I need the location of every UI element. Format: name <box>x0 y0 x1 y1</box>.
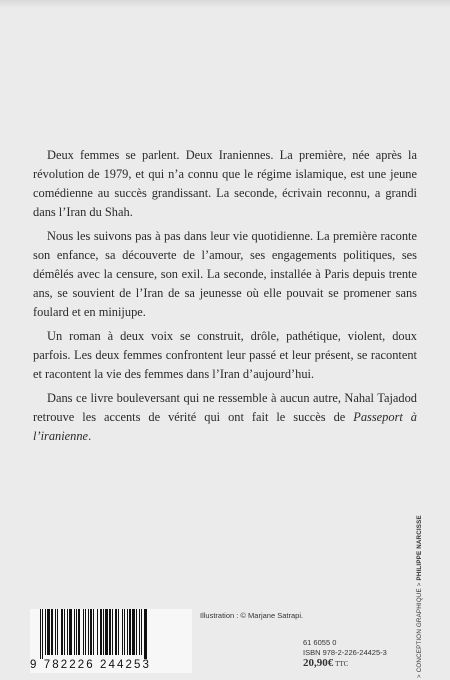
blurb-paragraph-1: Deux femmes se parlent. Deux Iraniennes. La première, née après la révolution de 1979, et qui n’a connu que le régime islamique, est une jeune comédienne au succès grandissant. La seconde, écrivain reconnu, a grandi dans l’Iran du Shah. <box>33 148 417 220</box>
barcode-bar <box>42 609 43 659</box>
barcode-bar <box>55 609 56 655</box>
barcode-bar <box>74 609 75 655</box>
barcode-bar <box>85 609 86 655</box>
barcode-bar <box>78 609 80 655</box>
barcode-bar <box>51 609 53 655</box>
barcode-bar <box>83 609 84 655</box>
barcode-bar <box>124 609 125 655</box>
design-credit <box>416 488 428 678</box>
blurb-paragraph-4-text: Dans ce livre bouleversant qui ne ressemble à aucun autre, Nahal Tajadod retrouve les accents de vérité qui ont fait le succès de <box>33 390 417 424</box>
barcode-bar <box>97 609 98 655</box>
barcode-bar <box>69 609 72 655</box>
barcode-bar <box>40 609 41 659</box>
barcode-bar <box>61 609 63 655</box>
barcode-bar <box>144 609 147 659</box>
book-title-reference: Passeport à l’iranienne <box>33 409 417 443</box>
blurb-paragraph-2: Nous les suivons pas à pas dans leur vie quotidienne. La première raconte son enfance, sa découverte de l’amour, ses engagements politiques, ses démêlés avec la censure, son exil. La seconde, installée à Paris depuis trente ans, se souvient de l’Iran de sa jeunesse où elle pouvait se promener sans foulard et en minijupe. <box>33 228 417 320</box>
barcode-bar <box>76 609 77 655</box>
blurb-paragraph-3: Un roman à deux voix se construit, drôle, pathétique, violent, doux parfois. Les deux femmes confrontent leur passé et leur présent, se racontent et racontent la vie des femmes dans l’Iran d’aujourd’hui. <box>33 328 417 382</box>
price-line <box>303 659 413 670</box>
barcode-bar <box>136 609 137 655</box>
barcode-bar <box>127 609 128 655</box>
price: 20,90€ <box>303 657 334 669</box>
barcode-bar <box>141 609 142 655</box>
barcode-bar <box>139 609 140 655</box>
designer-name: PHILIPPE NARCISSE <box>416 515 423 581</box>
barcode-bar <box>45 609 46 655</box>
barcode-bar <box>115 609 117 655</box>
barcode-bar <box>112 609 113 655</box>
isbn-number: ISBN 978-2-226-24425-3 <box>303 647 387 657</box>
barcode-bar <box>109 609 111 655</box>
barcode-bar <box>129 609 131 655</box>
barcode-bar <box>93 609 94 655</box>
barcode-bar <box>47 609 50 655</box>
design-credit-prefix: > CONCEPTION GRAPHIQUE > <box>416 580 423 678</box>
barcode-bar <box>90 609 92 655</box>
isbn-barcode <box>30 609 192 673</box>
barcode-bar <box>103 609 104 655</box>
back-cover-blurb <box>33 146 417 450</box>
barcode-bar <box>105 609 108 655</box>
barcode-bar <box>67 609 68 655</box>
barcode-bar <box>122 609 123 655</box>
illustration-credit: Illustration : © Marjane Satrapi. <box>200 611 304 620</box>
barcode-bar <box>57 609 58 655</box>
tax-label: TTC <box>335 660 349 668</box>
barcode-bar <box>64 609 65 655</box>
barcode-bar <box>88 609 89 655</box>
blurb-paragraph-4 <box>33 389 417 446</box>
barcode-bar <box>132 609 135 655</box>
barcode-bar <box>118 609 119 655</box>
page-top-edge <box>0 0 450 8</box>
barcode-digits: 9 782226 244253 <box>30 659 152 671</box>
barcode-bars <box>30 609 192 659</box>
publication-info <box>303 638 413 670</box>
blurb-paragraph-4-end: . <box>88 428 92 443</box>
barcode-bar <box>100 609 102 655</box>
product-code: 61 6055 0 <box>303 638 337 647</box>
